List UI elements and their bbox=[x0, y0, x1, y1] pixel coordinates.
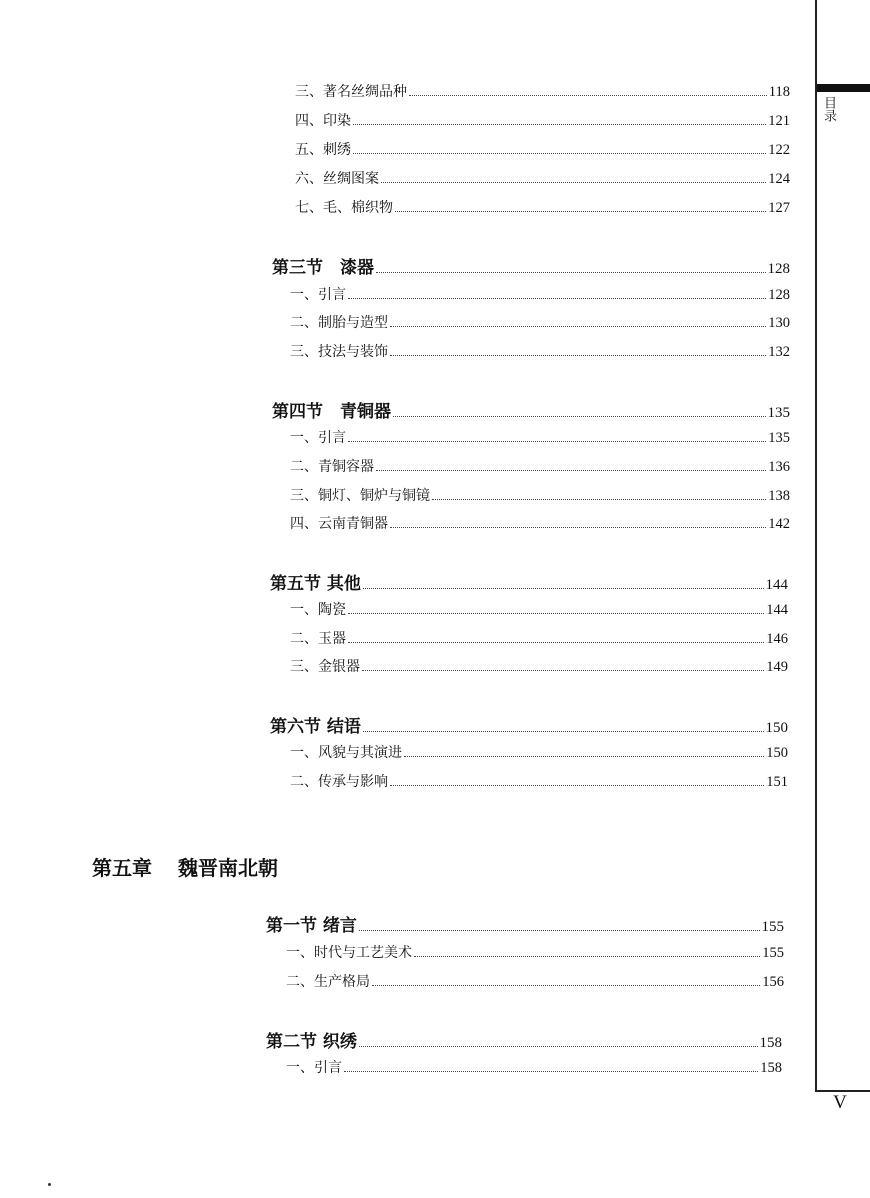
toc-section-page: 144 bbox=[765, 577, 788, 593]
toc-entry-page: 158 bbox=[760, 1060, 782, 1076]
chapter-number: 第五章 bbox=[92, 856, 152, 880]
toc-entry[interactable] bbox=[290, 769, 788, 791]
leader-dots bbox=[344, 1071, 758, 1072]
leader-dots bbox=[381, 182, 766, 183]
toc-entry-title: 七、毛、棉织物 bbox=[295, 200, 393, 216]
toc-entry-title: 四、云南青铜器 bbox=[290, 516, 388, 532]
toc-section-page: 128 bbox=[767, 261, 790, 277]
toc-entry-title: 二、青铜容器 bbox=[290, 459, 374, 475]
leader-dots bbox=[353, 153, 766, 154]
toc-entry-page: 149 bbox=[766, 659, 788, 675]
toc-entry[interactable] bbox=[290, 626, 788, 648]
leader-dots bbox=[362, 670, 764, 671]
toc-entry-page: 132 bbox=[768, 344, 790, 360]
leader-dots bbox=[348, 298, 766, 299]
toc-entry-title: 三、金银器 bbox=[290, 659, 360, 675]
toc-entry-title: 六、丝绸图案 bbox=[295, 171, 379, 187]
toc-entry[interactable] bbox=[290, 282, 790, 304]
toc-entry[interactable] bbox=[286, 1055, 782, 1077]
toc-section[interactable] bbox=[266, 910, 784, 936]
leader-dots bbox=[359, 1046, 758, 1047]
toc-entry[interactable] bbox=[295, 137, 790, 159]
toc-entry-title: 一、引言 bbox=[290, 430, 346, 446]
leader-dots bbox=[395, 211, 766, 212]
toc-section[interactable] bbox=[270, 568, 788, 594]
leader-dots bbox=[348, 441, 766, 442]
toc-entry-title: 一、引言 bbox=[290, 287, 346, 303]
toc-entry-page: 122 bbox=[768, 142, 790, 158]
leader-dots bbox=[432, 499, 766, 500]
leader-dots bbox=[390, 355, 766, 356]
toc-entry-page: 127 bbox=[768, 200, 790, 216]
leader-dots bbox=[363, 588, 764, 589]
toc-section-title: 第一节 绪言 bbox=[266, 916, 357, 936]
toc-entry[interactable] bbox=[295, 166, 790, 188]
toc-section-title: 第五节 其他 bbox=[270, 574, 361, 594]
toc-section-page: 135 bbox=[767, 405, 790, 421]
toc-entry[interactable] bbox=[290, 511, 790, 533]
leader-dots bbox=[353, 124, 766, 125]
chapter-heading[interactable] bbox=[92, 852, 278, 881]
toc-entry-page: 151 bbox=[766, 774, 788, 790]
toc-section-page: 158 bbox=[759, 1035, 782, 1051]
toc-entry[interactable] bbox=[290, 310, 790, 332]
toc-entry-page: 155 bbox=[762, 945, 784, 961]
toc-section-page: 155 bbox=[761, 919, 784, 935]
toc-entry-page: 138 bbox=[768, 488, 790, 504]
toc-entry-page: 128 bbox=[768, 287, 790, 303]
leader-dots bbox=[404, 756, 764, 757]
toc-entry[interactable] bbox=[290, 339, 790, 361]
thumb-tab-label: 目录 bbox=[821, 96, 836, 122]
toc-entry-page: 144 bbox=[766, 602, 788, 618]
toc-section[interactable] bbox=[272, 252, 790, 278]
leader-dots bbox=[390, 785, 764, 786]
toc-entry-title: 一、风貌与其演进 bbox=[290, 745, 402, 761]
scan-speck bbox=[48, 1183, 51, 1186]
toc-section-title: 第四节 青铜器 bbox=[272, 402, 391, 422]
toc-entry[interactable] bbox=[295, 195, 790, 217]
toc-entry-title: 二、生产格局 bbox=[286, 974, 370, 990]
leader-dots bbox=[393, 416, 766, 417]
toc-entry-page: 156 bbox=[762, 974, 784, 990]
leader-dots bbox=[414, 956, 760, 957]
toc-section[interactable] bbox=[270, 711, 788, 737]
toc-entry-title: 五、刺绣 bbox=[295, 142, 351, 158]
toc-entry-page: 130 bbox=[768, 315, 790, 331]
toc-entry-title: 三、著名丝绸品种 bbox=[295, 84, 407, 100]
margin-rule bbox=[815, 0, 817, 1092]
toc-entry-page: 146 bbox=[766, 631, 788, 647]
toc-section[interactable] bbox=[266, 1026, 782, 1052]
toc-entry-title: 三、铜灯、铜炉与铜镜 bbox=[290, 488, 430, 504]
leader-dots bbox=[390, 326, 766, 327]
toc-entry-title: 三、技法与装饰 bbox=[290, 344, 388, 360]
toc-entry-title: 二、制胎与造型 bbox=[290, 315, 388, 331]
leader-dots bbox=[372, 985, 760, 986]
toc-section[interactable] bbox=[272, 396, 790, 422]
toc-entry-page: 118 bbox=[768, 84, 790, 100]
toc-entry[interactable] bbox=[290, 740, 788, 762]
toc-entry-page: 136 bbox=[768, 459, 790, 475]
leader-dots bbox=[359, 930, 760, 931]
leader-dots bbox=[363, 731, 764, 732]
toc-entry-page: 121 bbox=[768, 113, 790, 129]
leader-dots bbox=[409, 95, 767, 96]
toc-entry-title: 二、玉器 bbox=[290, 631, 346, 647]
toc-section-title: 第三节 漆器 bbox=[272, 258, 374, 278]
toc-entry-title: 二、传承与影响 bbox=[290, 774, 388, 790]
leader-dots bbox=[348, 642, 764, 643]
toc-section-title: 第六节 结语 bbox=[270, 717, 361, 737]
toc-entry[interactable] bbox=[290, 654, 788, 676]
toc-entry[interactable] bbox=[295, 79, 790, 101]
leader-dots bbox=[376, 470, 766, 471]
toc-entry-title: 四、印染 bbox=[295, 113, 351, 129]
toc-entry[interactable] bbox=[290, 597, 788, 619]
toc-entry[interactable] bbox=[290, 425, 790, 447]
leader-dots bbox=[376, 272, 766, 273]
toc-section-title: 第二节 织绣 bbox=[266, 1032, 357, 1052]
toc-entry-title: 一、引言 bbox=[286, 1060, 342, 1076]
toc-entry-title: 一、时代与工艺美术 bbox=[286, 945, 412, 961]
toc-entry[interactable] bbox=[290, 483, 790, 505]
toc-entry-page: 150 bbox=[766, 745, 788, 761]
toc-entry[interactable] bbox=[286, 969, 784, 991]
toc-entry-page: 135 bbox=[768, 430, 790, 446]
toc-entry[interactable] bbox=[290, 454, 790, 476]
toc-section-page: 150 bbox=[765, 720, 788, 736]
page-folio: V bbox=[833, 1092, 847, 1113]
toc-entry-page: 124 bbox=[768, 171, 790, 187]
leader-dots bbox=[390, 527, 766, 528]
chapter-title: 魏晋南北朝 bbox=[178, 856, 278, 880]
toc-entry[interactable] bbox=[295, 108, 790, 130]
toc-entry[interactable] bbox=[286, 940, 784, 962]
toc-entry-title: 一、陶瓷 bbox=[290, 602, 346, 618]
toc-entry-page: 142 bbox=[768, 516, 790, 532]
thumb-tab bbox=[817, 84, 870, 92]
leader-dots bbox=[348, 613, 764, 614]
